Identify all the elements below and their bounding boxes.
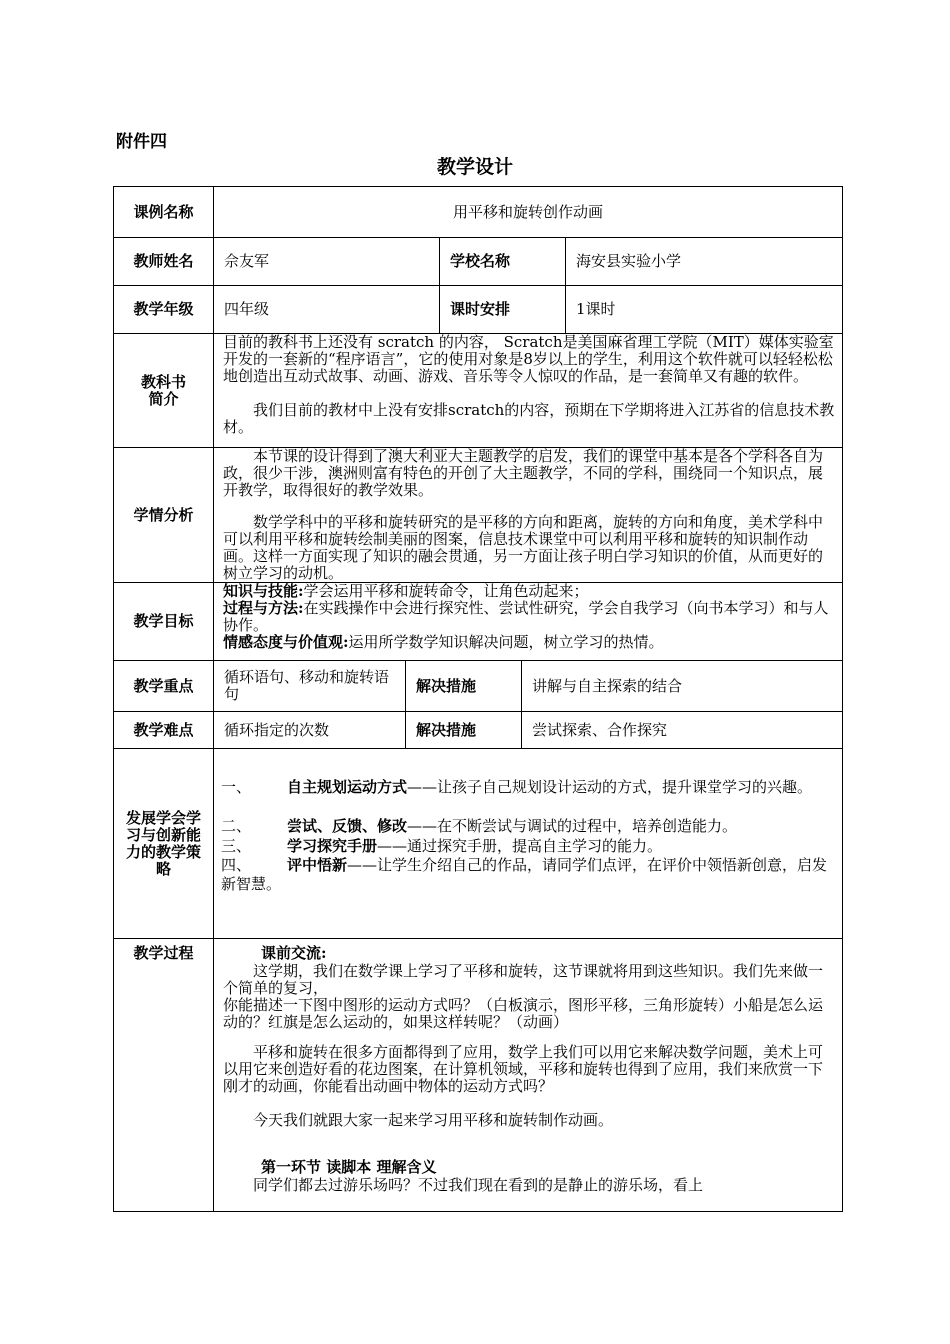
learner-analysis-cell bbox=[213, 447, 843, 583]
goal-knowledge-label: 知识与技能: bbox=[223, 582, 304, 600]
section-1-heading: 第一环节 读脚本 理解含义 bbox=[261, 1158, 437, 1176]
process-paragraph-5: 同学们都去过游乐场吗？不过我们现在看到的是静止的游乐场，看上 bbox=[253, 1177, 704, 1194]
learner-analysis-paragraph-2: 数学学科中的平移和旋转研究的是平移的方向和距离，旋转的方向和角度，美术学科中可以利用平移和旋转绘制美丽的图案，信息技术课堂中可以利用平移和旋转的知识制作动画。这样一方面实现了知识的融会贯通，另一方面让孩子明白学习知识的价值，从而更好的树立学习的动机。 bbox=[223, 513, 824, 582]
focus-measure-value: 讲解与自主探索的结合 bbox=[521, 660, 843, 712]
teaching-difficulty-label: 教学难点 bbox=[113, 711, 214, 749]
learner-analysis-paragraph-1: 本节课的设计得到了澳大利亚大主题教学的启发，我们的课堂中基本是各个学科各自为政，很少干涉，澳洲则富有特色的开创了大主题教学，不同的学科，围绕同一个知识点，展开教学，取得很好的教学效果。 bbox=[223, 447, 824, 499]
strategy-item-1-title: 自主规划运动方式 bbox=[287, 778, 408, 796]
teaching-focus-value: 循环语句、移动和旋转语句 bbox=[213, 660, 406, 712]
goal-knowledge-text: 学会运用平移和旋转命令，让角色动起来； bbox=[303, 582, 589, 600]
process-paragraph-1: 这学期，我们在数学课上学习了平移和旋转，这节课就将用到这些知识。我们先来做一个简单的复习， bbox=[223, 962, 824, 997]
design-table bbox=[113, 186, 843, 1212]
pre-class-heading: 课前交流: bbox=[261, 944, 327, 962]
goal-method bbox=[223, 600, 835, 634]
process-paragraph-3: 平移和旋转在很多方面都得到了应用，数学上我们可以用它来解决数学问题，美术上可以用它来创造好看的花边图案，在计算机领域，平移和旋转也得到了应用，我们来欣赏一下刚才的动画，你能看出动画中物体的运动方式吗？ bbox=[223, 1043, 824, 1095]
strategy-item-2-text: ——在不断尝试与调试的过程中，培养创造能力。 bbox=[407, 817, 738, 835]
textbook-intro-label: 教科书简介 bbox=[113, 333, 214, 448]
strategy-item-3-number: 三、 bbox=[221, 837, 252, 855]
strategy-item-1-number: 一、 bbox=[221, 778, 252, 796]
goal-attitude-label: 情感态度与价值观: bbox=[223, 633, 349, 651]
grade-value: 四年级 bbox=[213, 285, 440, 334]
teacher-name-label: 教师姓名 bbox=[113, 237, 214, 286]
attachment-label: 附件四 bbox=[116, 132, 167, 152]
strategy-item-1-text: ——让孩子自己规划设计运动的方式，提升课堂学习的兴趣。 bbox=[407, 778, 813, 796]
teaching-process-cell bbox=[213, 938, 843, 1212]
teacher-name-value: 佘友军 bbox=[213, 237, 440, 286]
difficulty-measure-label: 解决措施 bbox=[405, 711, 522, 749]
strategy-item-3 bbox=[221, 837, 841, 856]
strategy-item-4-text: ——让学生介绍自己的作品，请同学们点评，在评价中领悟新创意，启发新智慧。 bbox=[221, 856, 828, 893]
learner-analysis-label: 学情分析 bbox=[113, 447, 214, 583]
textbook-intro-paragraph-2: 我们目前的教材中上没有安排scratch的内容，预期在下学期将进入江苏省的信息技术教材。 bbox=[223, 401, 835, 436]
school-name-value: 海安县实验小学 bbox=[565, 237, 843, 286]
strategy-item-4-title: 评中悟新 bbox=[287, 856, 348, 874]
teaching-goals-label: 教学目标 bbox=[113, 582, 214, 661]
teaching-goals-cell bbox=[213, 582, 843, 661]
strategy-item-3-text: ——通过探究手册，提高自主学习的能力。 bbox=[377, 837, 663, 855]
course-name-value: 用平移和旋转创作动画 bbox=[213, 186, 843, 238]
goal-attitude bbox=[223, 634, 835, 651]
school-name-label: 学校名称 bbox=[439, 237, 566, 286]
goal-knowledge bbox=[223, 583, 835, 600]
strategy-item-1 bbox=[221, 778, 841, 797]
hours-value: 1课时 bbox=[565, 285, 843, 334]
course-name-label: 课例名称 bbox=[113, 186, 214, 238]
textbook-intro-paragraph-1: 目前的教科书上还没有 scratch 的内容， Scratch是美国麻省理工学院（MIT）媒体实验室开发的一套新的“程序语言”，它的使用对象是8岁以上的学生，利用这个软件就可以轻轻松松地创造出互动式故事、动画、游戏、音乐等令人惊叹的作品，是一套简单又有趣的软件。 bbox=[223, 333, 834, 385]
hours-label: 课时安排 bbox=[439, 285, 566, 334]
teaching-focus-label: 教学重点 bbox=[113, 660, 214, 712]
focus-measure-label: 解决措施 bbox=[405, 660, 522, 712]
goal-attitude-text: 运用所学数学知识解决问题，树立学习的热情。 bbox=[348, 633, 664, 651]
teaching-difficulty-value: 循环指定的次数 bbox=[213, 711, 406, 749]
strategy-item-2 bbox=[221, 817, 841, 836]
strategy-item-4-number: 四、 bbox=[221, 856, 252, 874]
teaching-process-label: 教学过程 bbox=[113, 938, 214, 1212]
goal-method-text: 在实践操作中会进行探究性、尝试性研究，学会自我学习（向书本学习）和与人协作。 bbox=[223, 599, 829, 634]
strategy-item-3-title: 学习探究手册 bbox=[287, 837, 378, 855]
strategy-label: 发展学会学习与创新能力的教学策略 bbox=[113, 748, 214, 939]
strategy-item-2-title: 尝试、反馈、修改 bbox=[287, 817, 408, 835]
process-paragraph-4: 今天我们就跟大家一起来学习用平移和旋转制作动画。 bbox=[253, 1111, 614, 1129]
strategy-item-4 bbox=[221, 856, 841, 894]
page-title: 教学设计 bbox=[436, 156, 513, 178]
textbook-intro-cell bbox=[213, 333, 843, 448]
grade-label: 教学年级 bbox=[113, 285, 214, 334]
goal-method-label: 过程与方法: bbox=[223, 599, 304, 617]
strategy-item-2-number: 二、 bbox=[221, 817, 252, 835]
process-paragraph-2: 你能描述一下图中图形的运动方式吗？（白板演示，图形平移，三角形旋转）小船是怎么运动的？红旗是怎么运动的，如果这样转呢？（动画） bbox=[223, 996, 824, 1031]
difficulty-measure-value: 尝试探索、合作探究 bbox=[521, 711, 843, 749]
